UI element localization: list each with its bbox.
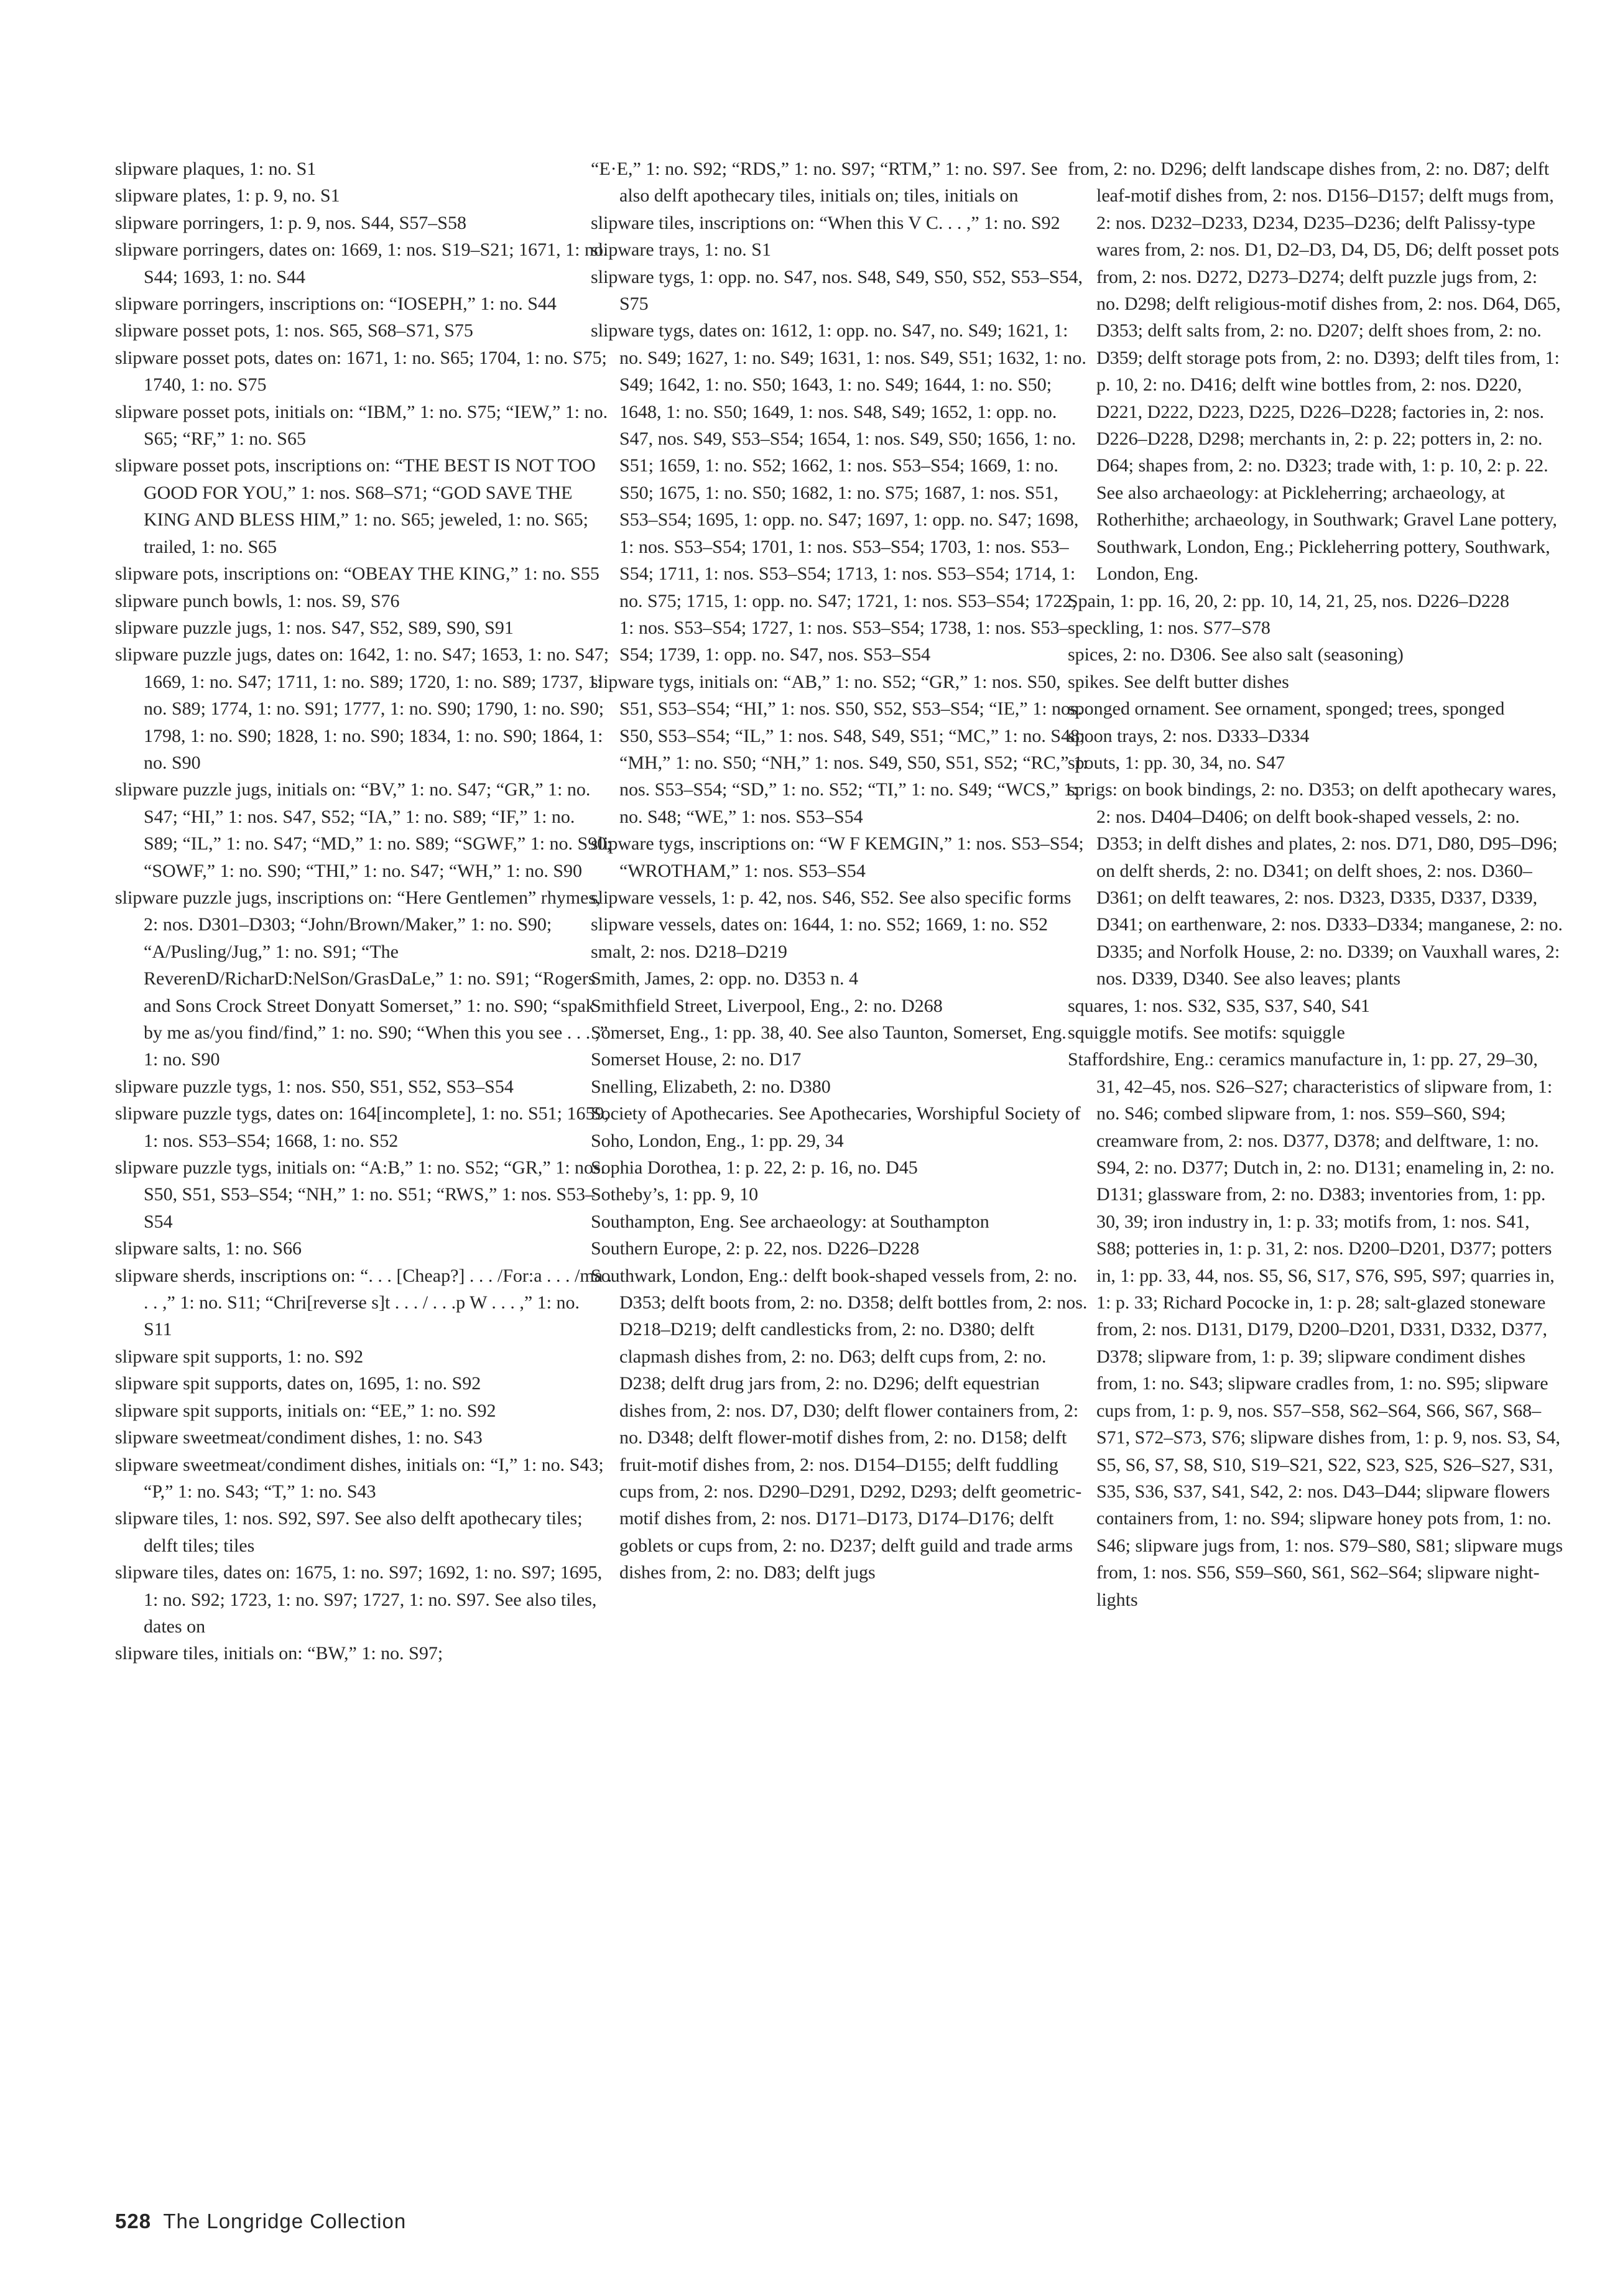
index-entry: Staffordshire, Eng.: ceramics manufacture in, 1: pp. 27, 29–30, 31, 42–45, nos. S26–S27; characteristics of slipware from, 1: no. S46; combed slipware from, 1: nos. S59–S60, S94; creamware from, 2: nos. D377, D378; and delftware, 1: no. S94, 2: no. D377; Dutch in, 2: no. D131; enameling in, 2: no. D131; glassware from, 2: no. D383; inventories from, 1: pp. 30, 39; iron industry in, 1: p. 33; motifs from, 1: nos. S41, S88; potteries in, 1: p. 31, 2: nos. D200–D201, D377; potters in, 1: pp. 33, 44, nos. S5, S6, S17, S76, S95, S97; quarries in, 1: p. 33; Richard Pococke in, 1: p. 28; salt-glazed stoneware from, 2: nos. D131, D179, D200–D201, D331, D332, D377, D378; slipware from, 1: p. 39; slipware condiment dishes from, 1: no. S43; slipware cradles from, 1: no. S95; slipware cups from, 1: p. 9, nos. S57–S58, S62–S64, S66, S67, S68–S71, S72–S73, S76; slipware dishes from, 1: p. 9, nos. S3, S4, S5, S6, S7, S8, S10, S19–S21, S22, S23, S25, S26–S27, S31, S35, S36, S37, S41, S42, 2: nos. D43–D44; slipware flowers containers from, 1: no. S94; slipware honey pots from, 1: no. S46; slipware jugs from, 1: nos. S79–S80, S81; slipware mugs from, 1: nos. S56, S59–S60, S61, S62–S64; slipware night-lights [1068, 1049, 1563, 1610]
index-entry: slipware puzzle jugs, inscriptions on: “Here Gentlemen” rhymes, 2: nos. D301–D303; “John/Brown/Maker,” 1: no. S90; “A/Pusling/Jug,” 1: no. S91; “The ReverenD/RicharD:NelSon/GrasDaLe,” 1: no. S91; “Rogers and Sons Crock Street Donyatt Somerset,” 1: no. S90; “spak by me as/you find/find,” 1: no. S90; “When this you see . . . ,” 1: no. S90 [115, 887, 608, 1070]
index-entry: slipware sweetmeat/condiment dishes, 1: no. S43 [115, 1427, 483, 1448]
index-entry: slipware spit supports, initials on: “EE,” 1: no. S92 [115, 1400, 496, 1421]
index-entry: spouts, 1: pp. 30, 34, no. S47 [1068, 752, 1285, 773]
index-column-1 [115, 155, 613, 1667]
index-entry: Snelling, Elizabeth, 2: no. D380 [591, 1076, 831, 1097]
index-entry: Southampton, Eng. See archaeology: at Southampton [591, 1211, 989, 1232]
index-entry: slipware posset pots, initials on: “IBM,” 1: no. S75; “IEW,” 1: no. S65; “RF,” 1: no. S65 [115, 401, 608, 450]
index-entry: slipware posset pots, 1: nos. S65, S68–S71, S75 [115, 320, 473, 341]
index-entry: Spain, 1: pp. 16, 20, 2: pp. 10, 14, 21, 25, nos. D226–D228 [1068, 590, 1510, 611]
index-entry: slipware puzzle tygs, initials on: “A:B,” 1: no. S52; “GR,” 1: nos. S50, S51, S53–S54; “NH,” 1: no. S51; “RWS,” 1: nos. S53–S54 [115, 1157, 606, 1232]
index-entry: “E·E,” 1: no. S92; “RDS,” 1: no. S97; “RTM,” 1: no. S97. See also delft apothecary tiles, initials on; tiles, initials on [591, 159, 1058, 206]
index-entry: squares, 1: nos. S32, S35, S37, S40, S41 [1068, 995, 1370, 1016]
index-entry: slipware spit supports, dates on, 1695, 1: no. S92 [115, 1373, 481, 1394]
index-entry: slipware puzzle tygs, dates on: 164[incomplete], 1: no. S51; 1659, 1: nos. S53–S54; 1668, 1: no. S52 [115, 1103, 609, 1151]
index-entry: slipware porringers, 1: p. 9, nos. S44, S57–S58 [115, 212, 466, 233]
index-entry: Somerset House, 2: no. D17 [591, 1049, 802, 1070]
index-entry: slipware punch bowls, 1: nos. S9, S76 [115, 590, 400, 611]
index-entry: Somerset, Eng., 1: pp. 38, 40. See also Taunton, Somerset, Eng. [591, 1022, 1067, 1043]
index-entry: spices, 2: no. D306. See also salt (seasoning) [1068, 644, 1404, 665]
index-entry: slipware posset pots, dates on: 1671, 1: no. S65; 1704, 1: no. S75; 1740, 1: no. S75 [115, 347, 607, 396]
index-entry: slipware tygs, dates on: 1612, 1: opp. no. S47, no. S49; 1621, 1: no. S49; 1627, 1: no. S49; 1631, 1: nos. S49, S51; 1632, 1: no. S49; 1642, 1: no. S50; 1643, 1: no. S49; 1644, 1: no. S50; 1648, 1: no. S50; 1649, 1: nos. S48, S49; 1652, 1: opp. no. S47, nos. S49, S53–S54; 1654, 1: nos. S49, S50; 1656, 1: no. S51; 1659, 1: no. S52; 1662, 1: nos. S53–S54; 1669, 1: no. S50; 1675, 1: no. S50; 1682, 1: no. S75; 1687, 1: nos. S51, S53–S54; 1695, 1: opp. no. S47; 1697, 1: opp. no. S47; 1698, 1: nos. S53–S54; 1701, 1: nos. S53–S54; 1703, 1: nos. S53–S54; 1711, 1: nos. S53–S54; 1713, 1: nos. S53–S54; 1714, 1: no. S75; 1715, 1: opp. no. S47; 1721, 1: nos. S53–S54; 1722, 1: nos. S53–S54; 1727, 1: nos. S53–S54; 1738, 1: nos. S53–S54; 1739, 1: opp. no. S47, nos. S53–S54 [591, 320, 1086, 665]
index-entry: slipware tygs, inscriptions on: “W F KEMGIN,” 1: nos. S53–S54; “WROTHAM,” 1: nos. S53–S54 [591, 833, 1084, 881]
index-entry: slipware puzzle tygs, 1: nos. S50, S51, S52, S53–S54 [115, 1076, 514, 1097]
index-entry: smalt, 2: nos. D218–D219 [591, 941, 787, 962]
index-entry: Smithfield Street, Liverpool, Eng., 2: no. D268 [591, 995, 943, 1016]
index-entry: Sotheby’s, 1: pp. 9, 10 [591, 1184, 759, 1205]
index-entry: sponged ornament. See ornament, sponged; trees, sponged [1068, 698, 1505, 720]
index-entry: slipware porringers, dates on: 1669, 1: nos. S19–S21; 1671, 1: no. S44; 1693, 1: no. S44 [115, 239, 608, 287]
index-entry: squiggle motifs. See motifs: squiggle [1068, 1022, 1345, 1043]
page-number: 528 [115, 2210, 152, 2233]
index-entry: slipware sweetmeat/condiment dishes, initials on: “I,” 1: no. S43; “P,” 1: no. S43; “T,” 1: no. S43 [115, 1454, 604, 1502]
index-entry: slipware spit supports, 1: no. S92 [115, 1346, 364, 1367]
index-entry: speckling, 1: nos. S77–S78 [1068, 617, 1271, 638]
index-entry: sprigs: on book bindings, 2: no. D353; on delft apothecary wares, 2: nos. D404–D406; on delft book-shaped vessels, 2: no. D353; in delft dishes and plates, 2: nos. D71, D80, D95–D96; on delft sherds, 2: no. D341; on delft shoes, 2: nos. D360–D361; on delft teawares, 2: nos. D323, D335, D337, D339, D341; on earthenware, 2: nos. D333–D334; manganese, 2: no. D335; and Norfolk House, 2: no. D339; on Vauxhall wares, 2: nos. D339, D340. See also leaves; plants [1068, 779, 1563, 989]
index-entry: slipware puzzle jugs, initials on: “BV,” 1: no. S47; “GR,” 1: no. S47; “HI,” 1: nos. S47, S52; “IA,” 1: no. S89; “IF,” 1: no. S89; “IL,” 1: no. S47; “MD,” 1: no. S89; “SGWF,” 1: no. S90; “SOWF,” 1: no. S90; “THI,” 1: no. S47; “WH,” 1: no. S90 [115, 779, 612, 881]
index-entry: slipware posset pots, inscriptions on: “THE BEST IS NOT TOO GOOD FOR YOU,” 1: nos. S68–S71; “GOD SAVE THE KING AND BLESS HIM,” 1: no. S65; jeweled, 1: no. S65; trailed, 1: no. S65 [115, 455, 596, 557]
index-entry: Soho, London, Eng., 1: pp. 29, 34 [591, 1130, 844, 1151]
index-entry: Southern Europe, 2: p. 22, nos. D226–D228 [591, 1238, 920, 1259]
index-entry: Southwark, London, Eng.: delft book-shaped vessels from, 2: no. D353; delft boots from, 2: no. D358; delft bottles from, 2: nos. D218–D219; delft candlesticks from, 2: no. D380; delft clapmash dishes from, 2: no. D63; delft cups from, 2: no. D238; delft drug jars from, 2: no. D296; delft equestrian dishes from, 2: nos. D7, D30; delft flower containers from, 2: no. D348; delft flower-motif dishes from, 2: no. D158; delft fruit-motif dishes from, 2: nos. D154–D155; delft fuddling cups from, 2: nos. D290–D291, D292, D293; delft geometric-motif dishes from, 2: nos. D171–D173, D174–D176; delft goblets or cups from, 2: no. D237; delft guild and trade arms dishes from, 2: no. D83; delft jugs [591, 1265, 1088, 1583]
index-entry: slipware tiles, inscriptions on: “When this V C. . . ,” 1: no. S92 [591, 212, 1060, 233]
index-entry: spikes. See delft butter dishes [1068, 671, 1289, 692]
index-entry: from, 2: no. D296; delft landscape dishes from, 2: no. D87; delft leaf-motif dishes from, 2: nos. D156–D157; delft mugs from, 2: nos. D232–D233, D234, D235–D236; delft Palissy-type wares from, 2: nos. D1, D2–D3, D4, D5, D6; delft posset pots from, 2: nos. D272, D273–D274; delft puzzle jugs from, 2: no. D298; delft religious-motif dishes from, 2: nos. D64, D65, D353; delft salts from, 2: no. D207; delft shoes from, 2: no. D359; delft storage pots from, 2: no. D393; delft tiles from, 1: p. 10, 2: no. D416; delft wine bottles from, 2: nos. D220, D221, D222, D223, D225, D226–D228; factories in, 2: nos. D226–D228, D298; merchants in, 2: p. 22; potters in, 2: no. D64; shapes from, 2: no. D323; trade with, 1: p. 10, 2: p. 22. See also archaeology: at Pickleherring; archaeology, at Rotherhithe; archaeology, in Southwark; Gravel Lane pottery, Southwark, London, Eng.; Pickleherring pottery, Southwark, London, Eng. [1068, 159, 1561, 585]
index-entry: slipware pots, inscriptions on: “OBEAY THE KING,” 1: no. S55 [115, 563, 599, 585]
index-entry: slipware salts, 1: no. S66 [115, 1238, 302, 1259]
index-entry: slipware trays, 1: no. S1 [591, 239, 771, 261]
index-entry: slipware puzzle jugs, dates on: 1642, 1: no. S47; 1653, 1: no. S47; 1669, 1: no. S47; 1711, 1: no. S89; 1720, 1: no. S89; 1737, 1: no. S89; 1774, 1: no. S91; 1777, 1: no. S90; 1790, 1: no. S90; 1798, 1: no. S90; 1828, 1: no. S90; 1834, 1: no. S90; 1864, 1: no. S90 [115, 644, 609, 773]
page-footer [115, 2210, 406, 2234]
index-entry: spoon trays, 2: nos. D333–D334 [1068, 725, 1310, 746]
index-entry: slipware tygs, initials on: “AB,” 1: no. S52; “GR,” 1: nos. S50, S51, S53–S54; “HI,” 1: nos. S50, S52, S53–S54; “IE,” 1: nos. S50, S53–S54; “IL,” 1: nos. S48, S49, S51; “MC,” 1: no. S48; “MH,” 1: no. S50; “NH,” 1: nos. S49, S50, S51, S52; “RC,” 1: nos. S53–S54; “SD,” 1: no. S52; “TI,” 1: no. S49; “WCS,” 1: no. S48; “WE,” 1: nos. S53–S54 [591, 671, 1088, 827]
index-entry: Society of Apothecaries. See Apothecaries, Worshipful Society of [591, 1103, 1081, 1124]
running-title: The Longridge Collection [163, 2210, 407, 2233]
index-entry: slipware vessels, 1: p. 42, nos. S46, S52. See also specific forms [591, 887, 1072, 908]
index-column-2 [591, 155, 1088, 1586]
index-entry: slipware tygs, 1: opp. no. S47, nos. S48, S49, S50, S52, S53–S54, S75 [591, 266, 1083, 315]
index-entry: slipware vessels, dates on: 1644, 1: no. S52; 1669, 1: no. S52 [591, 914, 1048, 935]
index-entry: Smith, James, 2: opp. no. D353 n. 4 [591, 968, 859, 989]
index-entry: slipware tiles, initials on: “BW,” 1: no. S97; [115, 1643, 443, 1664]
index-column-3 [1068, 155, 1565, 1613]
index-entry: slipware puzzle jugs, 1: nos. S47, S52, S89, S90, S91 [115, 617, 514, 638]
index-entry: slipware plates, 1: p. 9, no. S1 [115, 185, 340, 206]
index-entry: slipware tiles, 1: nos. S92, S97. See also delft apothecary tiles; delft tiles; tiles [115, 1508, 583, 1556]
index-entry: slipware tiles, dates on: 1675, 1: no. S97; 1692, 1: no. S97; 1695, 1: no. S92; 1723, 1: no. S97; 1727, 1: no. S97. See also tiles, dates on [115, 1562, 603, 1637]
index-entry: slipware sherds, inscriptions on: “. . . [Cheap?] . . . /For:a . . . /ma . . . ,” 1: no. S11; “Chri[reverse s]t . . . / . . .p W . . . ,” 1: no. S11 [115, 1265, 613, 1340]
index-entry: slipware porringers, inscriptions on: “IOSEPH,” 1: no. S44 [115, 294, 557, 315]
index-entry: slipware plaques, 1: no. S1 [115, 159, 317, 179]
index-entry: Sophia Dorothea, 1: p. 22, 2: p. 16, no. D45 [591, 1157, 918, 1178]
